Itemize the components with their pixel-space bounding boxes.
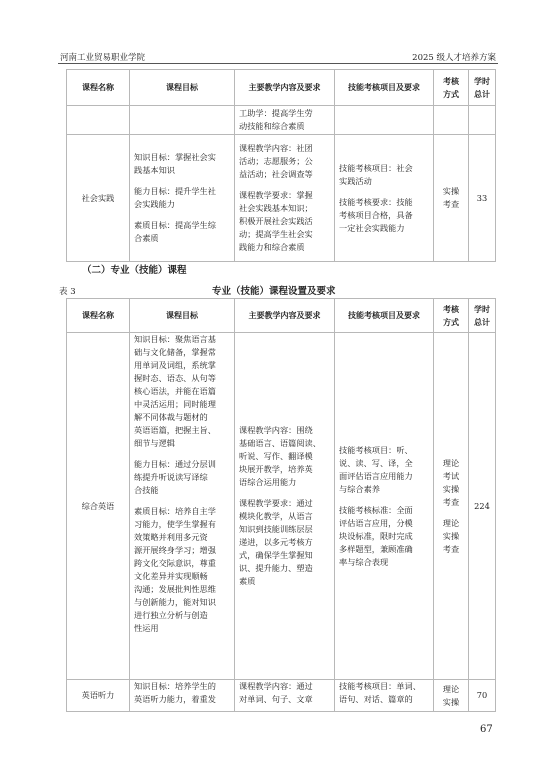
skill-items: 技能考核项目：单词、 语句、对话、篇章的	[339, 681, 421, 704]
page-number: 67	[480, 724, 493, 735]
skill-items: 技能考核项目：社会 实践活动	[339, 162, 413, 186]
table-row	[67, 106, 496, 135]
course-table-continued	[66, 69, 496, 262]
header-course-goals: 课程目标	[130, 299, 235, 333]
course-name: 综合英语	[67, 333, 130, 680]
total-hours: 224	[469, 333, 496, 680]
goal-ability: 能力目标：通过分层训 练提升听说读写译综 合技能	[134, 459, 216, 495]
teaching-requirements: 课程教学要求：掌握 社会实践基本知识； 积极开展社会实践活 动；提高学生社会实 践能力和综合素质	[239, 190, 313, 252]
goal-quality: 素质目标：提高学生综 合素质	[134, 220, 216, 243]
course-name: 英语听力	[67, 680, 130, 712]
header-course-name: 课程名称	[67, 299, 130, 333]
header-teaching-content: 主要教学内容及要求	[235, 70, 335, 106]
header-skill-assessment: 技能考核项目及要求	[335, 299, 434, 333]
content-text: 工助学：提高学生劳 动技能和综合素质	[239, 108, 313, 131]
table-row	[67, 333, 496, 680]
professional-course-table	[66, 298, 496, 712]
header-total-hours: 学时 总计	[469, 70, 496, 106]
skill-items: 技能考核项目：听、 说、读、写、译，全 面评估语言应用能力 与综合素养	[339, 444, 413, 494]
table-row	[67, 680, 496, 712]
assessment-method: 理论 实操	[434, 680, 469, 712]
table-header-row	[67, 299, 496, 333]
table-caption: 专业（技能）课程设置及要求	[212, 286, 336, 297]
assessment-method-2: 理论 实操 考查	[442, 517, 460, 554]
header-assessment-method: 考核 方式	[434, 299, 469, 333]
header-course-name: 课程名称	[67, 70, 130, 106]
assessment-method: 实操 考查	[434, 135, 469, 262]
header-teaching-content: 主要教学内容及要求	[235, 299, 335, 333]
header-assessment-method: 考核 方式	[434, 70, 469, 106]
table-number: 表 3	[59, 287, 76, 297]
course-name: 社会实践	[67, 135, 130, 262]
school-name: 河南工业贸易职业学院	[60, 53, 146, 63]
table-row	[67, 135, 496, 262]
skill-standards: 技能考核标准：全面 评估语言应用，分模 块设标准，限时完成 多样题型，兼顾准确 率与综合表现	[339, 504, 413, 567]
header-course-goals: 课程目标	[130, 70, 235, 106]
goal-knowledge: 知识目标：掌握社会实 践基本知识	[134, 152, 216, 175]
document-title: 2025 级人才培养方案	[412, 53, 496, 63]
teaching-content: 课程教学内容：通过 对单词、句子、文章	[239, 681, 313, 704]
page-header	[58, 50, 498, 64]
header-skill-assessment: 技能考核项目及要求	[335, 70, 434, 106]
assessment-method: 理论 考试 实操 考查	[442, 457, 460, 507]
goal-knowledge: 知识目标：聚焦语言基 础与文化储备，掌握常 用单词及词组，系统掌 握时态、语态、从句等 核心语法，并能在语篇 中灵活运用；同时能理 解不同体裁与题材的 英语语篇，把握主旨、 细节与逻辑	[134, 334, 216, 448]
section-title: （二）专业（技能）课程	[82, 265, 187, 276]
skill-requirements: 技能考核要求：技能 考核项目合格，具备 一定社会实践能力	[339, 196, 413, 233]
total-hours: 70	[469, 680, 496, 712]
header-total-hours: 学时 总计	[469, 299, 496, 333]
goal-knowledge: 知识目标：培养学生的 英语听力能力，着重发	[134, 681, 216, 704]
teaching-requirements: 课程教学要求：通过 模块化教学，从语言 知识到技能训练层层 递进，以多元考核方 式，确保学生掌握知 识、提升能力、塑造 素质	[239, 498, 313, 586]
teaching-content: 课程教学内容：围绕 基础语言、语篇阅读、 听说、写作、翻译模 块展开教学，培养英 语综合运用能力	[239, 425, 321, 487]
table-header-row	[67, 70, 496, 106]
goal-ability: 能力目标：提升学生社 会实践能力	[134, 186, 216, 209]
total-hours: 33	[469, 135, 496, 262]
goal-quality: 素质目标：培养自主学 习能力，使学生掌握有 效策略并利用多元资 源开展终身学习；增强 跨文化交际意识，尊重 文化差异并实现顺畅 沟通；发展批判性思维 与创新能力，能对知识 进行独立分析与创造 性运用	[134, 506, 216, 633]
teaching-content: 课程教学内容：社团 活动；志愿服务；公 益活动；社会调查等	[239, 143, 313, 179]
